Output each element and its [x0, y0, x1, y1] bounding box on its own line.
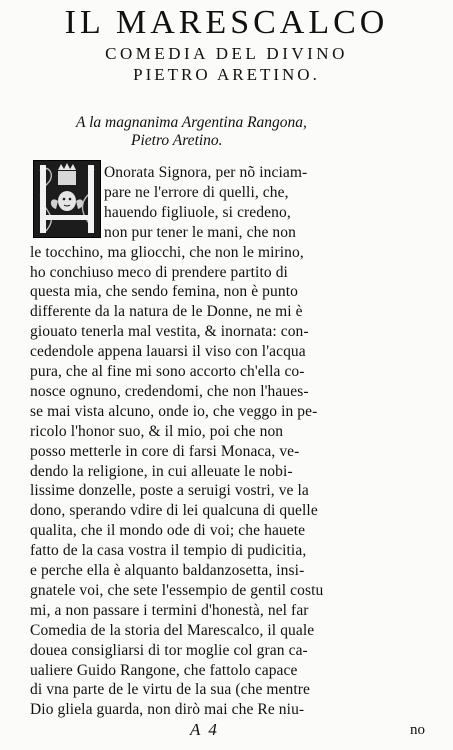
body-line: pare ne l'errore di quelli, che,	[104, 183, 289, 201]
body-line: lissime donzelle, poste a seruigi vostri, ve la	[30, 482, 309, 500]
body-line: hauendo figliuole, si credeno,	[104, 203, 291, 221]
body-line: mi, a non passare i termini d'honestà, nel far	[30, 601, 309, 619]
body-line: e perche ella è alquanto baldanzosetta, insi-	[30, 562, 305, 579]
subtitle-line-2: PIETRO ARETINO.	[133, 65, 320, 84]
body-line: Onorata Signora, per nõ inciam-	[104, 164, 308, 181]
dedication-line-1: A la magnanima Argentina Rangona,	[76, 114, 307, 131]
body-line: ho conchiuso meco di prendere partito di	[30, 263, 288, 281]
dedication-line-2: Pietro Aretino.	[131, 132, 223, 149]
subtitle-line-1: COMEDIA DEL DIVINO	[105, 44, 348, 63]
body-line: posso metterle in core di farsi Monaca, ve-	[30, 442, 300, 460]
page-title: IL MARESCALCO	[64, 4, 389, 41]
body-line: le tocchino, ma gliocchi, che non le mirino,	[30, 243, 304, 261]
body-line: dendo la religione, in cui alleuate le nobi-	[30, 462, 293, 480]
body-line: questa mia, che sendo femina, non è punto	[30, 283, 298, 301]
body-line: Dio gliela guarda, non dirò mai che Re niu-	[30, 701, 305, 719]
body-line: ricolo l'honor suo, & il mio, poi che non	[30, 422, 284, 440]
body-line: dono, sperando vdire di lei qualcuna di quelle	[30, 502, 318, 520]
body-line: fatto de la casa vostra il tempio di pudicitia,	[30, 542, 307, 560]
body-line: differente da la natura de le Donne, ne mi è	[30, 303, 303, 321]
body-line: gnatele voi, che sete l'essempio de gentil costu	[30, 581, 324, 599]
body-line: cedendole appena lauarsi il viso con l'acqua	[30, 343, 306, 361]
body-line: giouato tenerla mal vestita, & inornata: con-	[30, 323, 309, 341]
body-line: ualiere Guido Rangone, che fattolo capace	[30, 661, 298, 679]
body-line: nosce ognuno, credendomi, che non l'haues-	[30, 382, 309, 400]
body-line: pura, che al fine mi sono accorto ch'ella co-	[30, 363, 305, 380]
body-line: Comedia de la storia del Marescalco, il quale	[30, 621, 315, 639]
signature-mark: A 4	[190, 720, 219, 739]
body-line: di vna parte de le virtu de la sua (che mentre	[30, 681, 311, 699]
decorated-initial-h	[33, 160, 101, 238]
body-line: non pur tener le mani, che non	[104, 223, 296, 241]
body-line: se mai vista alcuno, onde io, che veggo in pe-	[30, 402, 318, 420]
body-line: douea consigliarsi di tor moglie col gran ca-	[30, 641, 308, 659]
body-line: qualita, che il mondo ode di voi; che hauete	[30, 522, 306, 540]
catchword: no	[410, 722, 425, 738]
